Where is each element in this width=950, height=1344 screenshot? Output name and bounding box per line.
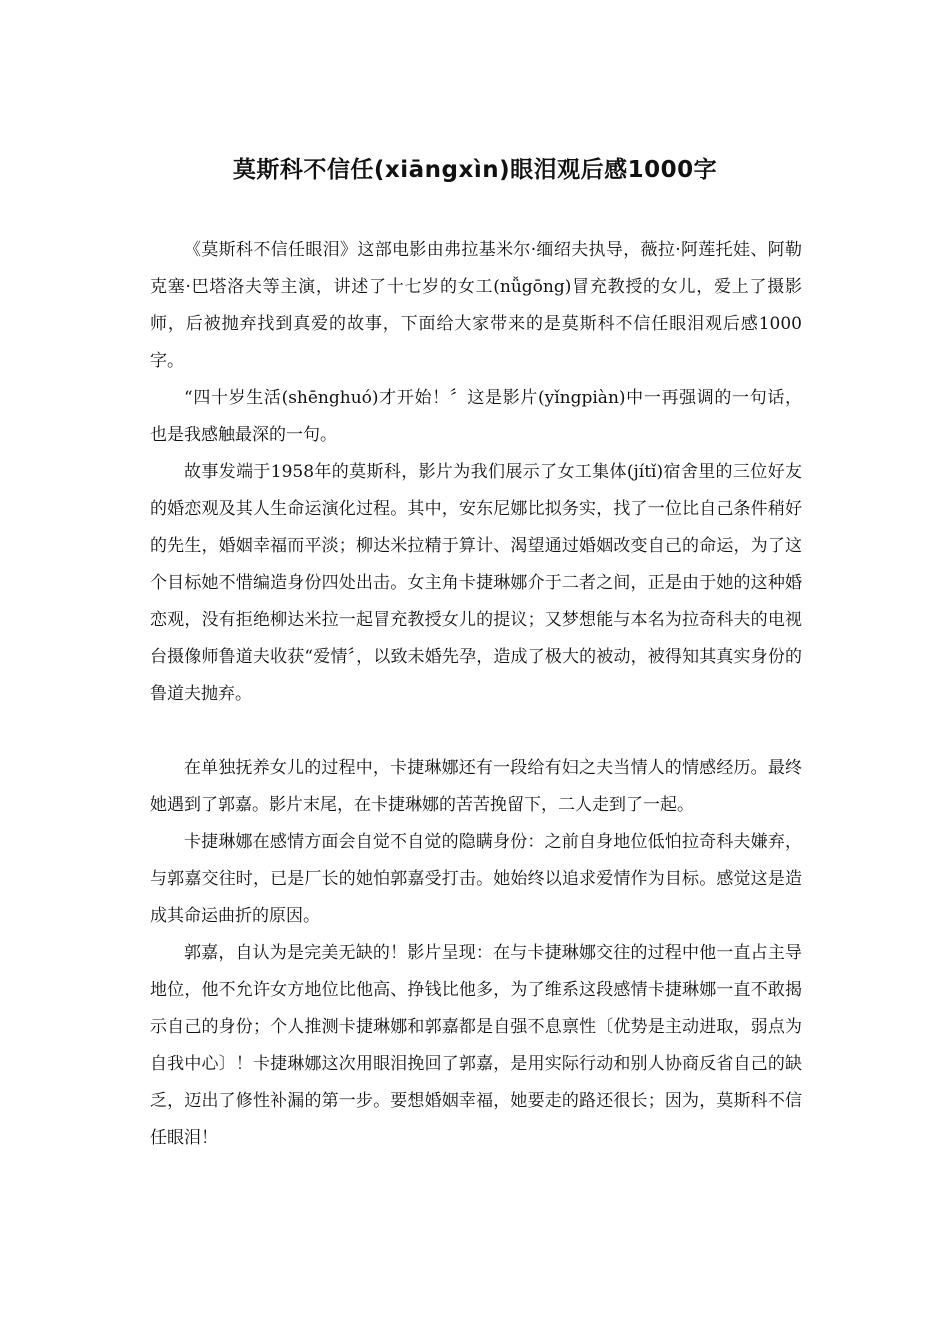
document-title: 莫斯科不信任(xiāngxìn)眼泪观后感1000字 (232, 157, 718, 183)
paragraph-raising-daughter: 在单独抚养女儿的过程中，卡捷琳娜还有一段给有妇之夫当情人的情感经历。最终她遇到了郭嘉。影片末尾，在卡捷琳娜的苦苦挽留下，二人走到了一起。 (150, 758, 802, 815)
paragraph-hiding-identity: 卡捷琳娜在感情方面会自觉不自觉的隐瞒身份：之前自身地位低怕拉奇科夫嫌弃，与郭嘉交往时，已是厂长的她怕郭嘉受打击。她始终以追求爱情作为目标。感觉这是造成其命运曲折的原因。 (150, 832, 802, 926)
paragraph-guo-jia: 郭嘉，自认为是完美无缺的！影片呈现：在与卡捷琳娜交往的过程中他一直占主导地位，他不允许女方地位比他高、挣钱比他多，为了维系这段感情卡捷琳娜一直不敢揭示自己的身份；个人推测卡捷琳娜和郭嘉都是自强不息禀性〔优势是主动进取，弱点为自我中心〕！卡捷琳娜这次用眼泪挽回了郭嘉，是用实际行动和别人协商反省自己的缺乏，迈出了修性补漏的第一步。要想婚姻幸福，她要走的路还很长；因为，莫斯科不信任眼泪！ (150, 943, 802, 1148)
paragraph-quote: “四十岁生活(shēnghuó)才开始！〞这是影片(yǐngpiàn)中一再强调的一句话，也是我感触最深的一句。 (150, 388, 802, 445)
paragraph-intro: 《莫斯科不信任眼泪》这部电影由弗拉基米尔·缅绍夫执导，薇拉·阿莲托娃、阿勒克塞·巴塔洛夫等主演，讲述了十七岁的女工(nǚgōng)冒充教授的女儿，爱上了摄影师，后被抛弃找到真爱的故事，下面给大家带来的是莫斯科不信任眼泪观后感1000字。 (150, 240, 802, 371)
document-body (150, 232, 802, 1157)
paragraph-story: 故事发端于1958年的莫斯科，影片为我们展示了女工集体(jítǐ)宿舍里的三位好友的婚恋观及其人生命运演化过程。其中，安东尼娜比拟务实，找了一位比自己条件稍好的先生，婚姻幸福而平淡；柳达米拉精于算计、渴望通过婚姻改变自己的命运，为了这个目标她不惜编造身份四处出击。女主角卡捷琳娜介于二者之间，正是由于她的这种婚恋观，没有拒绝柳达米拉一起冒充教授女儿的提议；又梦想能与本名为拉奇科夫的电视台摄像师鲁道夫收获“爱情〞，以致未婚先孕，造成了极大的被动，被得知其真实身份的鲁道夫抛弃。 (150, 462, 802, 704)
